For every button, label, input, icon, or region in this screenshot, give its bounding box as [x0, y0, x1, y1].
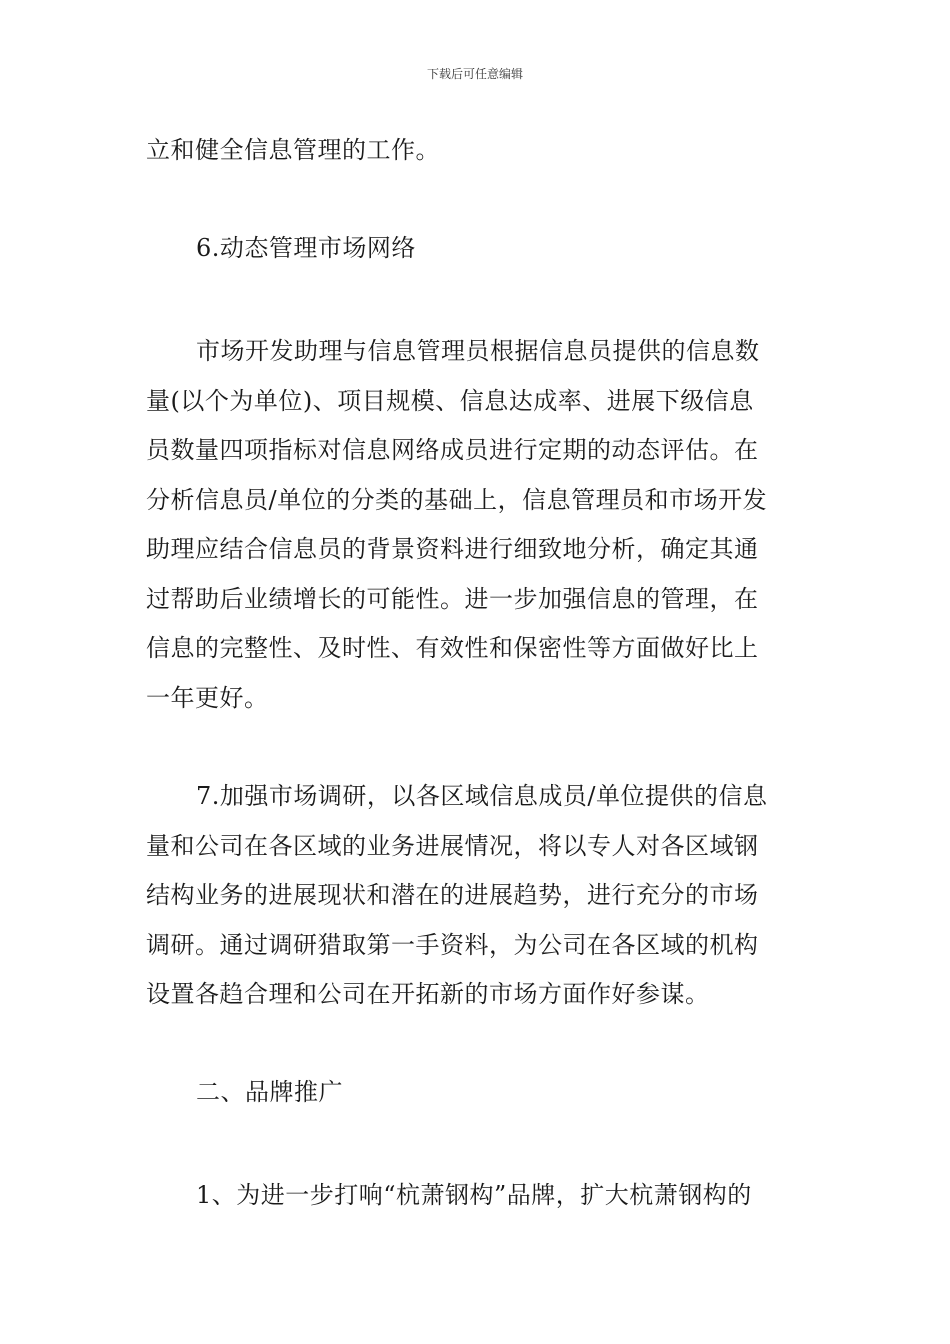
- heading-text: 6.动态管理市场网络: [196, 234, 416, 262]
- text-line: 一年更好。: [146, 683, 269, 712]
- heading-text: 二、品牌推广: [196, 1078, 343, 1106]
- page-header: 下载后可任意编辑: [426, 67, 523, 81]
- text-line: 量(以个为单位)、项目规模、信息达成率、进展下级信息: [146, 386, 754, 415]
- text-line: 分析信息员/单位的分类的基础上，信息管理员和市场开发: [146, 485, 768, 514]
- text-line: 调研。通过调研猎取第一手资料，为公司在各区域的机构: [146, 930, 759, 959]
- text-line: 结构业务的进展现状和潜在的进展趋势，进行充分的市场: [146, 881, 759, 909]
- text-line: 立和健全信息管理的工作。: [146, 136, 440, 164]
- text-line: 量和公司在各区域的业务进展情况，将以专人对各区域钢: [146, 831, 759, 860]
- paragraph-continuation: [146, 126, 810, 176]
- text-line: 员数量四项指标对信息网络成员进行定期的动态评估。在: [146, 436, 759, 464]
- text-line: 过帮助后业绩增长的可能性。进一步加强信息的管理，在: [146, 584, 759, 613]
- text-line: 1、为进一步打响“杭萧钢构”品牌，扩大杭萧钢构的: [196, 1181, 752, 1209]
- text-line: 助理应结合信息员的背景资料进行细致地分析，确定其通: [146, 535, 759, 563]
- text-line: 市场开发助理与信息管理员根据信息员提供的信息数: [196, 337, 760, 365]
- paragraph-dynamic-management: [146, 327, 810, 723]
- paragraph-market-research: [146, 772, 810, 1020]
- text-line: 信息的完整性、及时性、有效性和保密性等方面做好比上: [146, 634, 759, 662]
- text-line: 7.加强市场调研，以各区域信息成员/单位提供的信息: [196, 782, 768, 810]
- paragraph-brand-promotion: [146, 1171, 810, 1221]
- section-heading-brand: [146, 1068, 810, 1118]
- text-line: 设置各趋合理和公司在开拓新的市场方面作好参谋。: [146, 980, 710, 1008]
- section-heading-6: [146, 224, 810, 274]
